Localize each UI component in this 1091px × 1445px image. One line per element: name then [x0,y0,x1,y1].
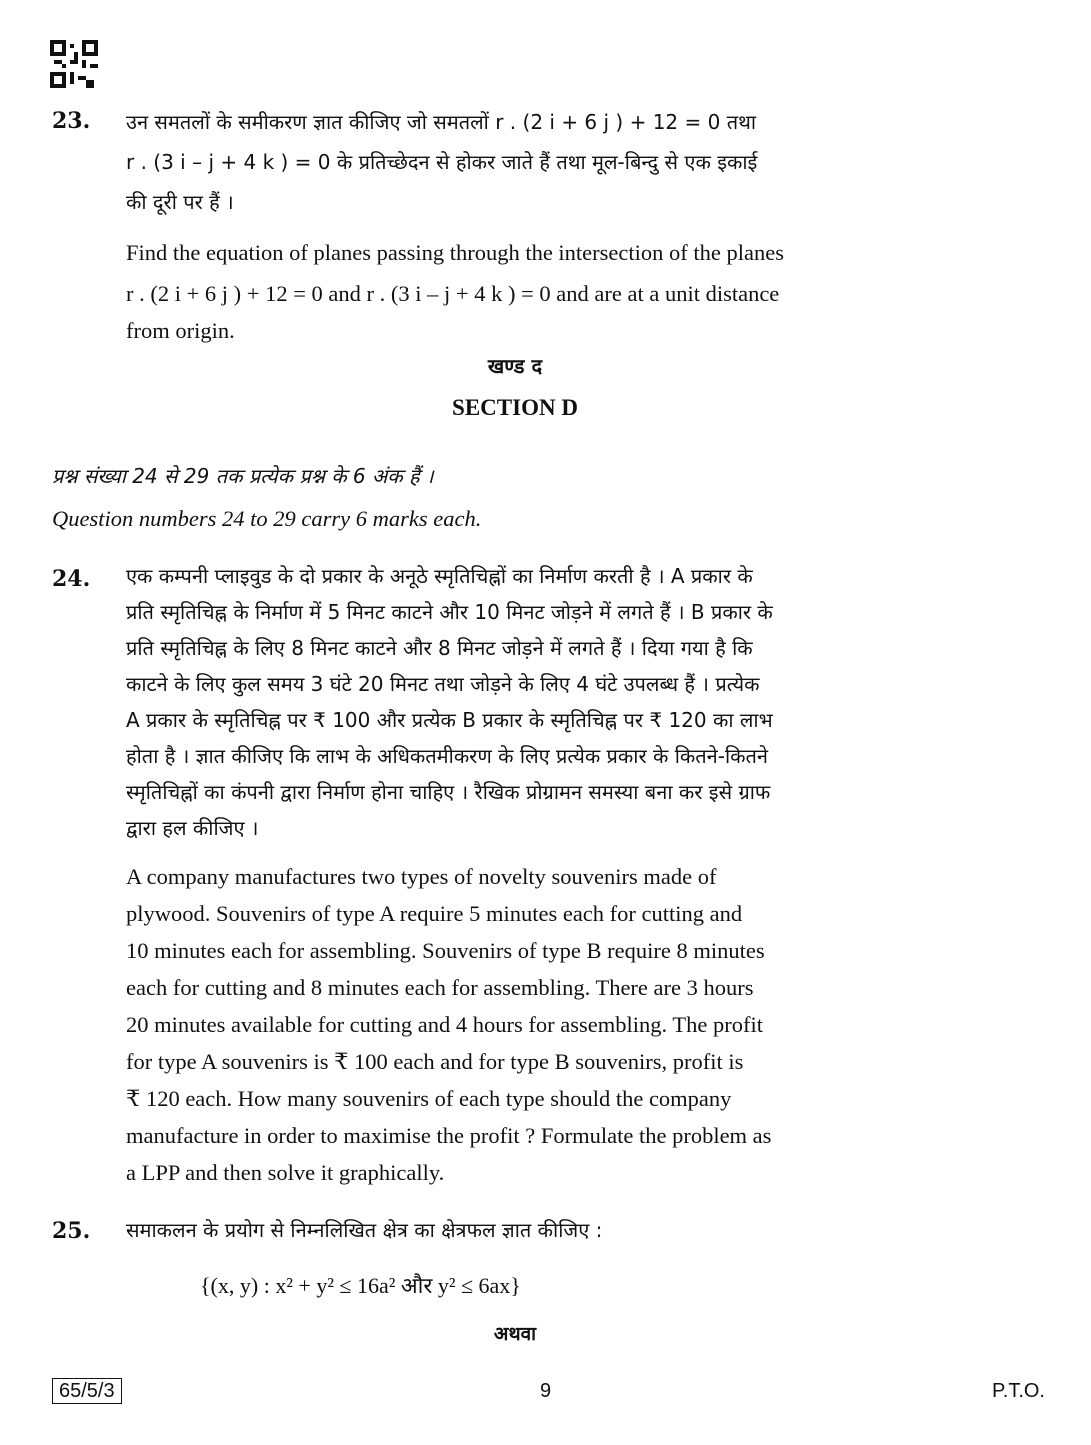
instruction-english: Question numbers 24 to 29 carry 6 marks each. [52,506,482,531]
page-number: 9 [539,1380,552,1402]
q23-hindi-line-1: उन समतलों के समीकरण ज्ञात कीजिए जो समतलों r . (2 i + 6 j ) + 12 = 0 तथा [126,110,757,134]
question-number-25: 25. [52,1218,91,1244]
q24-english-line-5: 20 minutes available for cutting and 4 hours for assembling. The profit [126,1012,763,1037]
q24-english-line-6: for type A souvenirs is ₹ 100 each and for type B souvenirs, profit is [126,1049,744,1074]
q24-english-line-7: ₹ 120 each. How many souvenirs of each type should the company [126,1086,732,1111]
q25-set-expression: {(x, y) : x² + y² ≤ 16a² और y² ≤ 6ax} [200,1273,521,1298]
qr-code [50,40,98,88]
question-number-24: 24. [52,566,91,592]
q24-hindi-line-5: A प्रकार के स्मृतिचिह्न पर ₹ 100 और प्रत्येक B प्रकार के स्मृतिचिह्न पर ₹ 120 का लाभ [126,708,773,732]
paper-code: 65/5/3 [52,1378,122,1404]
q23-english-line-3: from origin. [126,318,235,343]
q24-english-line-9: a LPP and then solve it graphically. [126,1160,445,1185]
q23-hindi-line-2: r . (3 i – j + 4 k ) = 0 के प्रतिच्छेदन से होकर जाते हैं तथा मूल-बिन्दु से एक इकाई [126,150,758,174]
q23-english [126,234,978,349]
instruction-hindi: प्रश्न संख्या 24 से 29 तक प्रत्येक प्रश्न के 6 अंक हैं । [52,464,434,488]
q24-hindi-line-2: प्रति स्मृतिचिह्न के निर्माण में 5 मिनट काटने और 10 मिनट जोड़ने में लगते हैं । B प्रकार के [126,600,773,624]
q24-hindi-line-8: द्वारा हल कीजिए । [126,816,259,840]
pto-label: P.T.O. [992,1380,1045,1402]
q24-hindi-line-4: काटने के लिए कुल समय 3 घंटे 20 मिनट तथा जोड़ने के लिए 4 घंटे उपलब्ध हैं । प्रत्येक [126,672,760,696]
q24-english [126,858,978,1191]
q23-english-line-2: r . (2 i + 6 j ) + 12 = 0 and r . (3 i – j + 4 k ) = 0 and are at a unit distance [126,281,780,306]
or-separator: अथवा [493,1323,537,1345]
q24-english-line-1: A company manufactures two types of novelty souvenirs made of [126,864,717,889]
q24-hindi-line-3: प्रति स्मृतिचिह्न के लिए 8 मिनट काटने और 8 मिनट जोड़ने में लगते हैं । दिया गया है कि [126,636,753,660]
q24-hindi-line-6: होता है । ज्ञात कीजिए कि लाभ के अधिकतमीकरण के लिए प्रत्येक प्रकार के कितने-कितने [126,744,769,768]
q24-english-line-8: manufacture in order to maximise the profit ? Formulate the problem as [126,1123,772,1148]
section-title-hindi: खण्ड द [487,354,543,378]
q24-english-line-2: plywood. Souvenirs of type A require 5 minutes each for cutting and [126,901,743,926]
q24-english-line-4: each for cutting and 8 minutes each for assembling. There are 3 hours [126,975,754,1000]
q23-hindi [126,102,978,222]
q24-hindi-line-7: स्मृतिचिह्नों का कंपनी द्वारा निर्माण होना चाहिए । रैखिक प्रोग्रामन समस्या बना कर इसे ग्राफ [126,780,771,804]
q23-hindi-line-3: की दूरी पर हैं । [126,190,234,214]
q23-english-line-1: Find the equation of planes passing through the intersection of the planes [126,240,784,265]
q24-hindi [126,558,978,846]
q25-hindi: समाकलन के प्रयोग से निम्नलिखित क्षेत्र का क्षेत्रफल ज्ञात कीजिए : [126,1218,603,1242]
q24-english-line-3: 10 minutes each for assembling. Souvenirs of type B require 8 minutes [126,938,765,963]
section-title-english: SECTION D [452,395,578,420]
q24-hindi-line-1: एक कम्पनी प्लाइवुड के दो प्रकार के अनूठे स्मृतिचिह्नों का निर्माण करती है । A प्रकार के [126,564,753,588]
question-number-23: 23. [52,108,91,134]
